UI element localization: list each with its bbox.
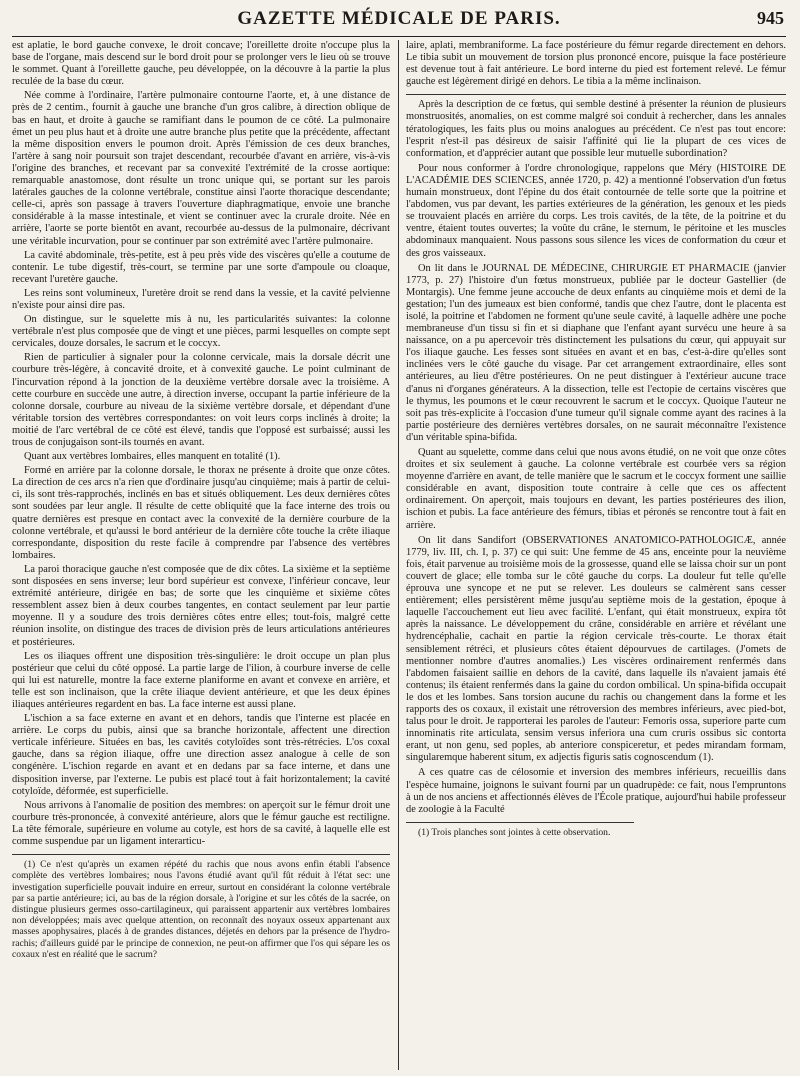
column-divider bbox=[398, 40, 399, 1070]
paragraph: On distingue, sur le squelette mis à nu, les particularités suivantes: la colonne vertébrale n'est plus composée que de vingt et une pièces, parmi lesquelles on compte sept cervicales, douze dorsales, le sacrum et le coccyx. bbox=[12, 314, 390, 350]
paragraph: On lit dans le JOURNAL DE MÉDECINE, CHIRURGIE ET PHARMACIE (janvier 1773, p. 27) l'histoire d'un fœtus monstrueux, publiée par le docteur Gastellier (de Montargis). Une femme jeune accouche de deux enfants au cinquième mois et demi de la gestation; l'un des jumeaux est bien conformé, tandis que chez l'autre, dont le placenta est isolé, la poitrine et l'abdomen ne forment qu'une seule cavité, à laquelle adhère une poche membraneuse d'un tissu si fin et si diaphane que l'enfant ayant survécu une heure à sa naissance, on a pu apercevoir très distinctement les pulsations du cœur, qui appuyait sur l'os iliaque gauche. Les fesses sont situées en avant et en bas, c'est-à-dire qu'elles sont inclinées vers le côté gauche du visage. Par cet arrangement extraordinaire, elles sont antérieures, au lieu d'être postérieures. On ne peut distinguer à l'extérieur aucune trace d'anus ni d'organes générateurs. A la dissection, telle est l'ectopie de certains viscères que le thymus, les poumons et le cœur recouvrent le sacrum et le coccyx. Quoique l'auteur ne soit pas très-explicite à l'occasion d'une tumeur qu'il signale comme ayant des racines à la partie postérieure des dernières vertèbres dorsales, on ne saurait méconnaître l'existence d'un véritable spina-bifida. bbox=[406, 262, 786, 443]
paragraph: est aplatie, le bord gauche convexe, le droit concave; l'oreillette droite n'occupe plus la base de l'organe, mais descend sur le bord droit pour se prolonger vers le lieu où se trouve le sommet. Quant à l'oreillette gauche, peu développée, on la découvre à la partie la plus reculée de la base du cœur. bbox=[12, 40, 390, 88]
paragraph: Pour nous conformer à l'ordre chronologique, rappelons que Méry (HISTOIRE DE L'ACADÉMIE DES SCIENCES, année 1720, p. 42) a mentionné l'observation d'un fœtus humain monstrueux, dont l'épine du dos était contournée de telle sorte que la poitrine et l'abdomen, vus par devant, les parties extérieures de la génération, les genoux et les pieds se trouvaient placés en arrière du corps. Les trois cavités, de la tête, de la poitrine et du ventre, étaient toutes ouvertes; la voûte du crâne, le sternum, le péritoine et les muscles abdominaux manquaient. Nous passons sous silence les vices de conformation du cœur et des gros vaisseaux. bbox=[406, 162, 786, 259]
paragraph: Quant aux vertèbres lombaires, elles manquent en totalité (1). bbox=[24, 451, 281, 463]
footnote: (1) Ce n'est qu'après un examen répété du rachis que nous avons enfin établi l'absence complète des vertèbres lombaires; nous l'avons étudié avant qu'il fût réduit à l'état sec: une investigation superficielle pouvait induire en erreur, surtout en considérant la colonne vertébrale par sa partie antérieure; ici, au bas de la région dorsale, à l'origine et sur les côtés de la sacrée, on distingue plusieurs germes osso-cartilagineux, qui paraissent appartenir aux vertèbres lombaires non développées; mais avec quelque attention, on reconnaît des noyaux osseux appartenant aux masses apophysaires, placés à de grandes distances, déjetés en dehors par la présence de l'hydro-rachis; d'ailleurs guidé par le principe de connexion, ne peut-on affirmer que l'os qui sépare les os coxaux n'est en réalité que le sacrum? bbox=[12, 859, 390, 960]
right-column bbox=[406, 40, 786, 1070]
paragraph: Formé en arrière par la colonne dorsale, le thorax ne présente à droite que onze côtes. La direction de ces arcs n'a rien que d'ordinaire jusqu'au cinquième; mais à partir de celui-ci, ils sont très-rapprochés, inclinés en bas et situés obliquement. Les deux dernières côtes sont soudées par leur angle. Il résulte de cette obliquité que la face interne des trois ou quatre dernières est presque en contact avec la convexité de la dernière courbure de la colonne vertébrale, et qu'aussi le bord antérieur de la dernière côte touche la crête iliaque correspondante, disposition du reste facile à comprendre par l'absence des vertèbres lombaires. bbox=[12, 465, 390, 561]
paragraph: La cavité abdominale, très-petite, est à peu près vide des viscères qu'elle a coutume de contenir. Le tube digestif, très-court, se termine par une sorte d'ampoule ou cloaque, recevant l'uretère gauche. bbox=[12, 249, 390, 285]
journal-title: GAZETTE MÉDICALE DE PARIS. bbox=[237, 8, 561, 29]
paragraph: La paroi thoracique gauche n'est composée que de dix côtes. La sixième et la septième sont disposées en sens inverse; leur bord supérieur est convexe, l'inférieur concave, leur extrémité antérieure, dirigée en bas; de sorte que les cinquième et sixième côtes ressemblent assez bien à deux courbes tangentes, en contact seulement par leur partie moyenne. Il y a soudure des trois dernières côtes entre elles; tout-fois, malgré cette réunion insolite, on distingue des traces de division près de leurs articulations antérieures et postérieures. bbox=[12, 563, 390, 648]
paragraph: Les reins sont volumineux, l'uretère droit se rend dans la vessie, et la cavité pelvienne n'existe pour ainsi dire pas. bbox=[12, 287, 390, 311]
section-separator bbox=[406, 94, 786, 95]
footnote-separator bbox=[406, 822, 634, 823]
paragraph: A ces quatre cas de célosomie et inversion des membres inférieurs, recueillis dans l'espèce humaine, joignons le suivant fourni par un quadrupède: ce fait, nous l'empruntons à un de nos anciens et affectionnés élèves de l'École pratique, aujourd'hui habile professeur de zoologie à la Faculté bbox=[406, 767, 786, 815]
paragraph: L'ischion a sa face externe en avant et en dehors, tandis que l'interne est placée en arrière. Le corps du pubis, ainsi que sa branche horizontale, affectent une direction verticale inférieure. Situées en bas, les cavités cotyloïdes sont très-rétrécies. L'os coxal gauche, dans sa région iliaque, offre une direction assez analogue à celle de son congénère. L'ischion regarde en avant et en dedans par sa face interne, et dans une disposition inverse, par l'externe. Le pubis est placé tout à fait horizontalement; la cavité cotyloïde, déformée, est superficielle. bbox=[12, 713, 390, 797]
paragraph: On lit dans Sandifort (OBSERVATIONES ANATOMICO-PATHOLOGICÆ, année 1779, liv. III, ch. I, p. 37) ce qui suit: Une femme de 45 ans, enceinte pour la neuvième fois, était parvenue au troisième mois de la grossesse, quand elle se laissa choir sur un pont couvert de glace; elle tomba sur le côté gauche du corps. La douleur fut telle qu'elle éprouva une syncope et ne put se relever. Les douleurs se calmèrent sans cesser entièrement; elles persistèrent même jusqu'au septième mois de la gestation, époque à laquelle l'accouchement eut lieu avec facilité. L'enfant, qui était monstrueux, expira tôt après la naissance. Le développement du crâne, considérable en arrière et révélant une hydrencéphalie, cachait en partie la région cervicale très-courte. Le thorax était sensiblement rétréci, et plusieurs côtes étaient dépourvues de cartilages. (J'omets de mentionner nombre d'autres anomalies.) Les viscères ordinairement renfermés dans l'abdomen faisaient saillie en dehors de la cavité, dans laquelle ils n'avaient jamais été contenus; ils étaient renfermés dans la gaine du cordon ombilical. Un spina-bifida occupait le dos et les lombes. Sans torsion aucune du rachis ou changement dans la forme et les rapports des os coxaux, il existait une rétroversion des membres inférieurs, avec pied-bot, talus pour le droit. Je rapporterai les paroles de l'auteur: Femoris ossa, superiore parte cum innominatis rite articulata, sensim versus inferiora una cum cruris ossibus sic contorta erant, ut non genu, sed poples, ab anteriore conspiceretur, et pedes mirandam formam, singularemque haberent situm, ex adjectis figuris satis cognoscendum (1). bbox=[406, 534, 786, 764]
paragraph: Les os iliaques offrent une disposition très-singulière: le droit occupe un plan plus postérieur que celui du côté opposé. La partie large de l'ilion, à courbure inverse de celle qui lui est naturelle, montre la face externe planiforme en avant et convexe en arrière, et telle est son inclinaison, que la crête iliaque devient antérieure, et que les deux épines iliaques antérieures regardent en bas. La face interne est aussi plane. bbox=[12, 650, 390, 710]
paragraph: Quant au squelette, comme dans celui que nous avons étudié, on ne voit que onze côtes droites et six seulement à gauche. La colonne vertébrale est courbée vers sa région moyenne d'arrière en avant, de telle manière que le sacrum et le coccyx forment une saillie considérable en avant, disposition toute contraire à celle que ces os affectent ordinairement. On aperçoit, mais toujours en devant, les parties postérieures des ilion, ischion et pubis. La face antérieure des fémurs, tibias et péronés se rencontre tout à fait en arrière. bbox=[406, 447, 786, 531]
paragraph: Nous arrivons à l'anomalie de position des membres: on aperçoit sur le fémur droit une courbure très-prononcée, à convexité antérieure, alors que le fémur gauche est rectiligne. La tête fémorale, supérieure en volume au cotyle, est hors de sa cavité, à laquelle elle est comme suspendue par un ligament interarticu- bbox=[12, 799, 390, 847]
paragraph: Après la description de ce fœtus, qui semble destiné à présenter la réunion de plusieurs monstruosités, anomalies, on est comme malgré soi conduit à rechercher, dans les annales tératologiques, les faits plus ou moins analogues au précédent. Ce n'est pas tout encore: l'esprit n'est-il pas désireux de saisir l'affinité qui lie la plupart de ces vices de conformation, et d'apprécier autant que possible leur mutuelle subordination? bbox=[406, 99, 786, 159]
page-number: 945 bbox=[757, 8, 784, 28]
left-column bbox=[12, 40, 390, 1070]
footnote-separator bbox=[12, 854, 390, 855]
paragraph: Née comme à l'ordinaire, l'artère pulmonaire contourne l'aorte, et, à une distance de près de 2 centim., fournit à gauche une branche d'un gros calibre, à direction oblique de bas en haut, et droite à gauche se ramifiant dans le poumon de ce côté. La pulmonaire émet un peu plus haut et à droite une autre branche plus petite que la précédente, affectant la même disposition envers le poumon droit. Après l'émission de ces deux branches, l'artère à sang noir poursuit son trajet descendant, recourbée d'avant en arrière, vis-à-vis l'origine des branches, et recevant par sa convexité l'extrémité de la crosse aortique: remarquable anastomose, dont résulte un tronc unique qui, se portant sur les parois latérales gauches de la colonne vertébrale, constitue ainsi l'aorte thoracique descendante; celle-ci, après son passage à travers l'ouverture diaphragmatique, envoie une branche considérable à la masse intestinale, et vient se continuer avec la crurale droite. Née en arrière, l'aorte se porte bientôt en avant, recourbée au-dessus de la pulmonaire, décrivant une véritable incurvation, pour se continuer par son extrémité avec l'artère pulmonaire. bbox=[12, 90, 390, 247]
footnote: (1) Trois planches sont jointes à cette observation. bbox=[418, 826, 611, 838]
paragraph: Rien de particulier à signaler pour la colonne cervicale, mais la dorsale décrit une courbure très-légère, à concavité droite, et à convexité gauche. Le point culminant de l'incurvation répond à la jonction de la deuxième vertèbre dorsale avec la troisième. A cette courbure en succède une autre, à direction inverse, occupant la partie inférieure de la colonne dorsale, courbure au niveau de la sixième vertèbre dorsale, et dépendant d'une véritable torsion des vertèbres correspondantes: on voit leurs corps inclinés à droite; la moitié de l'arc vertébral de ce côté est élevé, tandis que l'opposé est surbaissé; aussi les trous de conjugaison sont-ils tournés en avant. bbox=[12, 352, 390, 448]
page-header bbox=[12, 8, 786, 37]
paragraph: laire, aplati, membraniforme. La face postérieure du fémur regarde directement en dehors. Le tibia subit un mouvement de torsion plus prononcé encore, puisque la face postérieure est devenue tout à fait antérieure. Le bord interne du pied est fortement relevé. Le fémur gauche est légèrement dirigé en dehors. Le tibia a la même inclinaison. bbox=[406, 40, 786, 88]
